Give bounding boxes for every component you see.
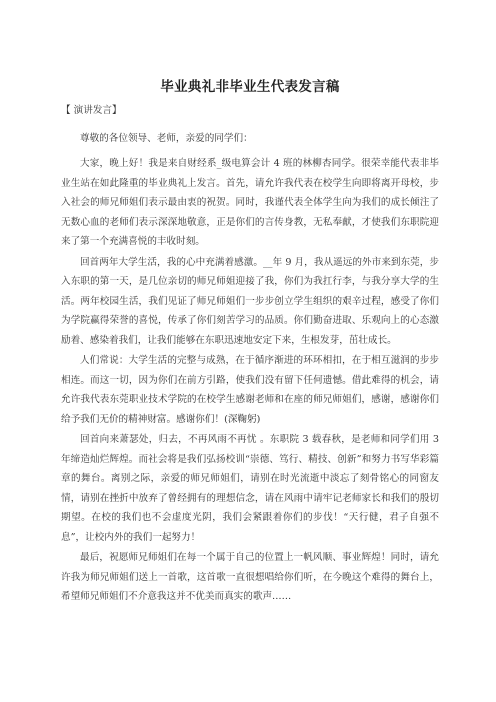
paragraph-4: 回首向来萧瑟处，归去，不再风雨不再忧 。东职院 3 载春秋，是老师和同学们用 3 年缔造灿烂辉煌。而社会将是我们弘扬校训“崇德、笃行、精技、创新”和努力书写华彩篇章的舞台。离别之际，亲爱的师兄师姐们，请别在时光流逝中淡忘了刻骨铭心的同窗友情，请别在挫折中放弃了曾经拥有的理想信念，请在风雨中请牢记老师家长和我们的殷切期望。在校的我们也不会虚度光阴，我们会紧跟着你们的步伐！“天行健，君子自强不息”，让校内外的我们一起努力！ — [61, 434, 439, 543]
paragraph-1: 大家，晚上好！我是来自财经系_级电算会计 4 班的林柳杏同学。很荣幸能代表非毕业生站在如此隆重的毕业典礼上发言。首先，请允许我代表在校学生向即将离开母校，步入社会的师兄师姐们表示最由衷的祝贺。同时，我谨代表全体学生向为我们的成长倾注了无数心血的老师们表示深深地敬意，正是你们的言传身教，无私奉献，才使我们东职院迎来了第一个充满喜悦的丰收时刻。 — [61, 158, 439, 247]
document-page — [61, 78, 439, 608]
paragraph-3: 人们常说：大学生活的完整与成熟，在于循序渐进的环环相扣，在于相互滋润的步步相连。而这一切，因为你们在前方引路，使我们没有留下任何遗憾。借此难得的机会，请允许我代表东莞职业技术学院的在校学生感谢老师和在座的师兄师姐们，感谢，感谢你们给予我们无价的精神财富。感谢你们！(深鞠躬) — [61, 355, 439, 425]
document-title: 毕业典礼非毕业生代表发言稿 — [160, 79, 340, 95]
greeting-line: 尊敬的各位领导、老师，亲爱的同学们： — [80, 133, 253, 144]
category-tag: 【 演讲发言】 — [61, 105, 122, 116]
paragraph-5: 最后，祝愿师兄师姐们在每一个属于自己的位置上一帆风顺、事业辉煌！同时，请允许我为师兄师姐们送上一首歌，这首歌一直很想唱给你们听，在今晚这个难得的舞台上，希望师兄师姐们不介意我这并不优美而真实的歌声…… — [61, 552, 439, 602]
paragraph-2: 回首两年大学生活，我的心中充满着感激。__年 9 月，我从遥远的外市来到东莞，步入东职的第一天，是几位亲切的师兄师姐迎接了我，你们为我扛行李，与我分享大学的生活。两年校园生活，我们见证了师兄师姐们一步步创立学生组织的艰辛过程，感受了你们为学院赢得荣誉的喜悦，传承了你们刻苦学习的品质。你们勤奋进取、乐观向上的心态激励着、感染着我们，让我们能够在东职迅速地安定下来，生根发芽，茁壮成长。 — [61, 256, 439, 346]
